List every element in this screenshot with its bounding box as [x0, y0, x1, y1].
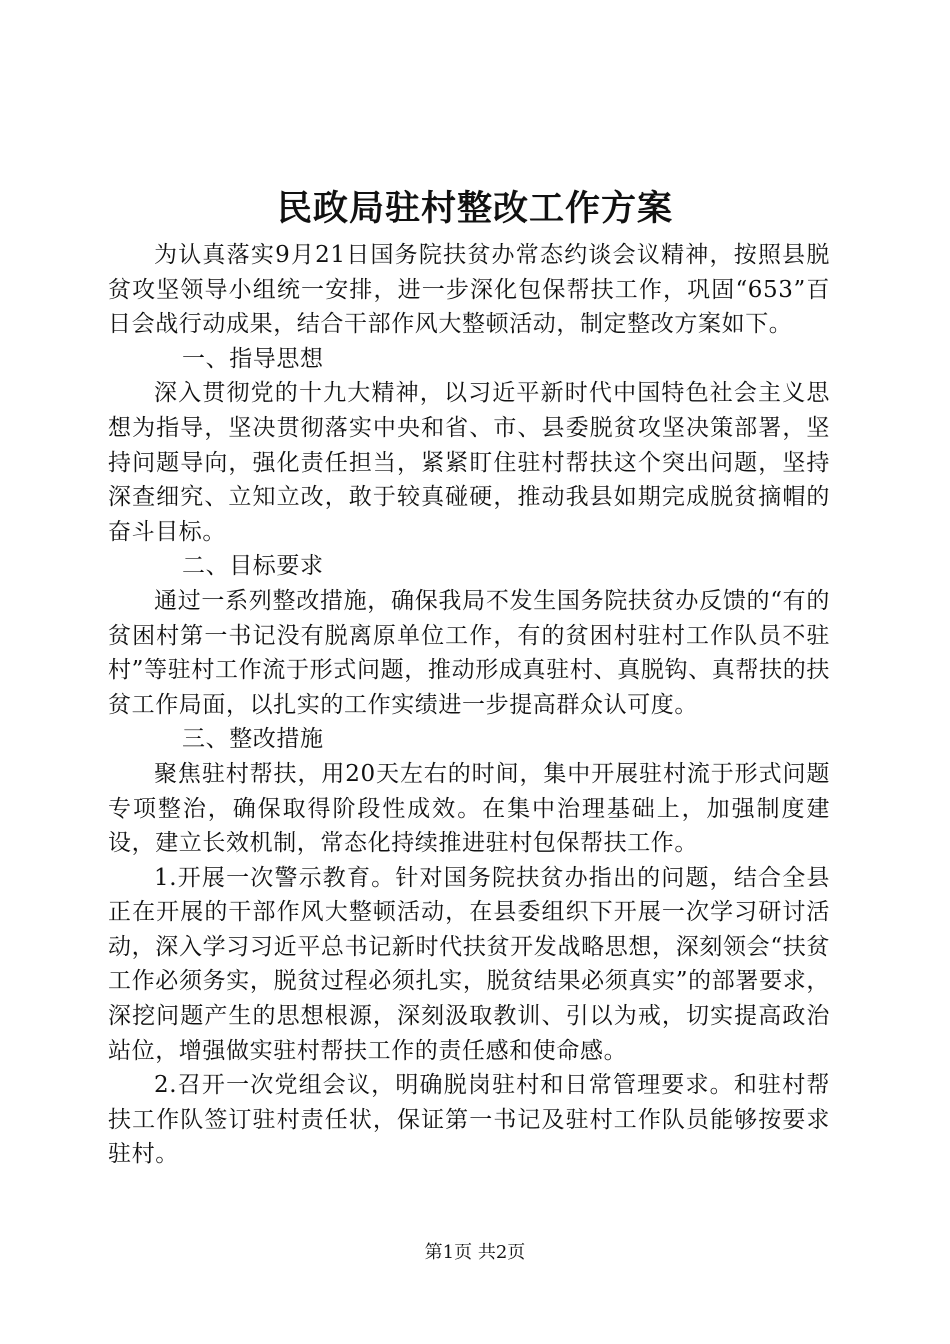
- goals-paragraph: 通过一系列整改措施，确保我局不发生国务院扶贫办反馈的“有的贫困村第一书记没有脱离原单位工作，有的贫困村驻村工作队员不驻村”等驻村工作流于形式问题，推动形成真驻村、真脱钩、真帮扶的扶贫工作局面，以扎实的工作实绩进一步提高群众认可度。: [108, 587, 830, 718]
- guiding-ideology-paragraph: 深入贯彻党的十九大精神，以习近平新时代中国特色社会主义思想为指导，坚决贯彻落实中央和省、市、县委脱贫攻坚决策部署，坚持问题导向，强化责任担当，紧紧盯住驻村帮扶这个突出问题，坚持深查细究、立知立改，敢于较真碰硬，推动我县如期完成脱贫摘帽的奋斗目标。: [108, 380, 830, 545]
- section-heading-measures: 三、整改措施: [182, 726, 324, 753]
- section-heading-goals: 二、目标要求: [182, 553, 324, 580]
- document-body: [108, 238, 830, 1172]
- section-heading-guiding-ideology: 一、指导思想: [182, 345, 324, 372]
- intro-paragraph: 为认真落实9月21日国务院扶贫办常态约谈会议精神，按照县脱贫攻坚领导小组统一安排，进一步深化包保帮扶工作，巩固“653”百日会战行动成果，结合干部作风大整顿活动，制定整改方案如下。: [108, 242, 830, 338]
- measure-item-2: 2.召开一次党组会议，明确脱岗驻村和日常管理要求。和驻村帮扶工作队签订驻村责任状，保证第一书记及驻村工作队员能够按要求驻村。: [108, 1072, 830, 1168]
- page-footer: 第1页 共2页: [424, 1242, 526, 1263]
- document-title: 民政局驻村整改工作方案: [276, 188, 673, 229]
- measures-paragraph: 聚焦驻村帮扶，用20天左右的时间，集中开展驻村流于形式问题专项整治，确保取得阶段性成效。在集中治理基础上，加强制度建设，建立长效机制，常态化持续推进驻村包保帮扶工作。: [108, 760, 830, 857]
- measure-item-1: 1.开展一次警示教育。针对国务院扶贫办指出的问题，结合全县正在开展的干部作风大整顿活动，在县委组织下开展一次学习研讨活动，深入学习习近平总书记新时代扶贫开发战略思想，深刻领会“扶贫工作必须务实，脱贫过程必须扎实，脱贫结果必须真实”的部署要求，深挖问题产生的思想根源，深刻汲取教训、引以为戒，切实提高政治站位，增强做实驻村帮扶工作的责任感和使命感。: [108, 864, 830, 1064]
